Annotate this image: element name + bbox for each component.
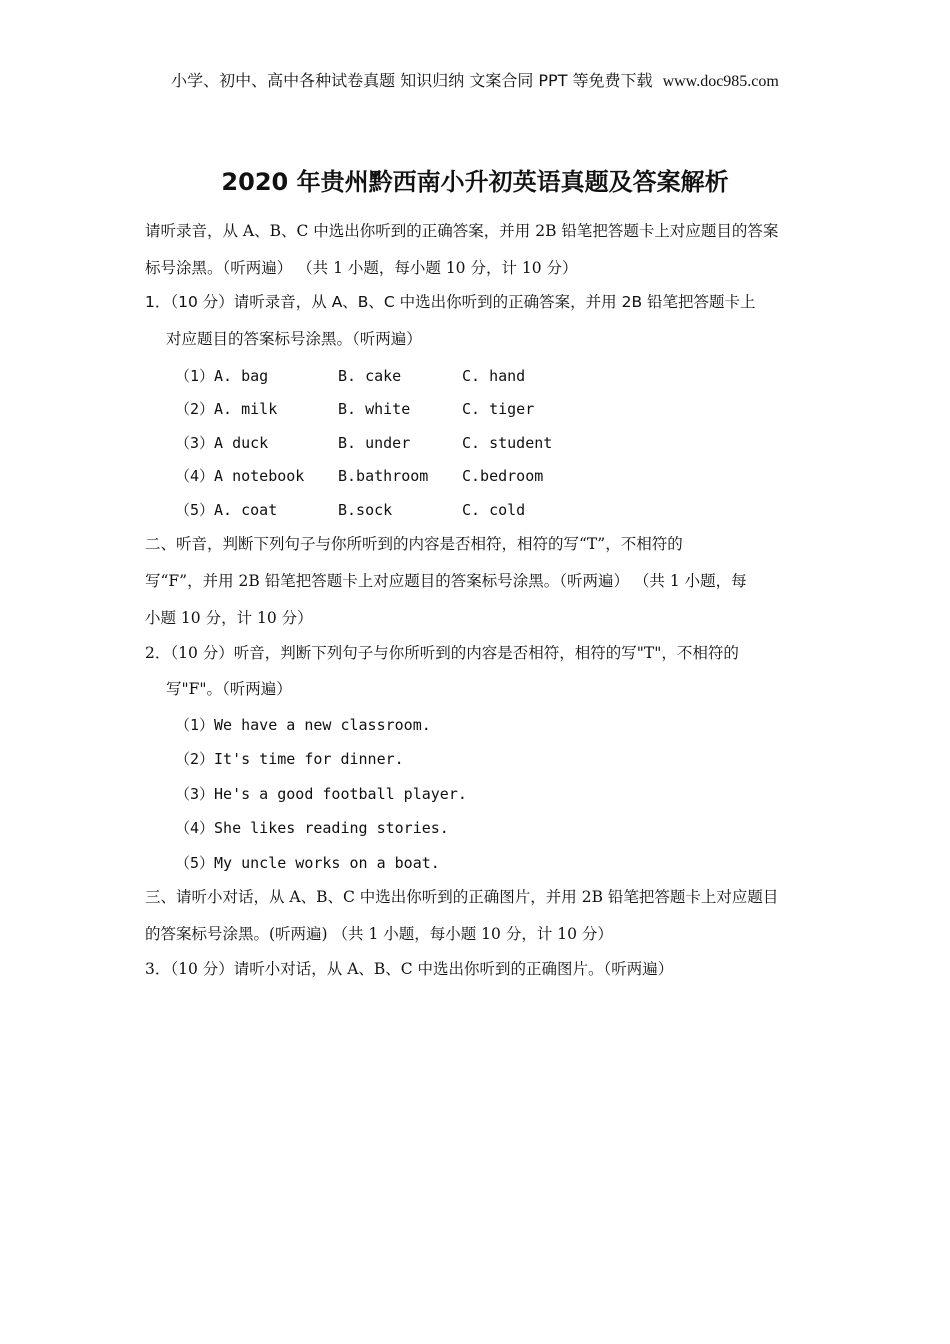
option-a: （2）A. milk xyxy=(175,400,278,418)
question2-line1: 2．（10 分）听音，判断下列句子与你所听到的内容是否相符，相符的写"T"，不相符的 xyxy=(145,644,739,662)
sentence-2: （2）It's time for dinner. xyxy=(175,750,404,768)
section2-instruction-line2: 写“F”，并用 2B 铅笔把答题卡上对应题目的答案标号涂黑。（听两遍） （共 1 小题，每 xyxy=(145,572,747,590)
option-a: （3）A duck xyxy=(175,434,269,452)
option-c: C. tiger xyxy=(462,400,535,418)
option-b: B. under xyxy=(338,434,411,452)
option-c: C. cold xyxy=(462,501,526,519)
option-a: （1）A. bag xyxy=(175,367,269,385)
question1-line2: 对应题目的答案标号涂黑。（听两遍） xyxy=(166,330,422,348)
sentence-4: （4）She likes reading stories. xyxy=(175,819,449,837)
question2-line2: 写"F"。（听两遍） xyxy=(166,680,292,698)
sentence-1: （1）We have a new classroom. xyxy=(175,716,431,734)
question3-line: 3．（10 分）请听小对话，从 A、B、C 中选出你听到的正确图片。（听两遍） xyxy=(145,960,674,978)
option-c: C.bedroom xyxy=(462,467,544,485)
option-a: （4）A notebook xyxy=(175,467,305,485)
section3-instruction-line1: 三、请听小对话，从 A、B、C 中选出你听到的正确图片，并用 2B 铅笔把答题卡上对应题目 xyxy=(145,888,779,906)
sentence-5: （5）My uncle works on a boat. xyxy=(175,854,440,872)
section2-instruction-line3: 小题 10 分，计 10 分） xyxy=(145,609,313,627)
sentence-3: （3）He's a good football player. xyxy=(175,785,467,803)
header-site: www.doc985.com xyxy=(662,73,779,90)
document-title: 2020 年贵州黔西南小升初英语真题及答案解析 xyxy=(221,168,729,196)
option-c: C. student xyxy=(462,434,553,452)
option-b: B. cake xyxy=(338,367,402,385)
header-banner xyxy=(0,68,950,91)
option-c: C. hand xyxy=(462,367,526,385)
option-b: B.bathroom xyxy=(338,467,429,485)
option-a: （5）A. coat xyxy=(175,501,278,519)
option-b: B. white xyxy=(338,400,411,418)
section2-instruction-line1: 二、听音，判断下列句子与你所听到的内容是否相符，相符的写“T”，不相符的 xyxy=(145,535,683,553)
section1-instruction-line2: 标号涂黑。（听两遍） （共 1 小题，每小题 10 分，计 10 分） xyxy=(145,259,578,277)
question1-line1: 1．（10 分）请听录音，从 A、B、C 中选出你听到的正确答案，并用 2B 铅笔把答题卡上 xyxy=(145,293,756,311)
section1-instruction-line1: 请听录音，从 A、B、C 中选出你听到的正确答案，并用 2B 铅笔把答题卡上对应题目的答案 xyxy=(145,222,779,240)
section3-instruction-line2: 的答案标号涂黑。(听两遍) （共 1 小题，每小题 10 分，计 10 分） xyxy=(145,925,613,943)
option-b: B.sock xyxy=(338,501,393,519)
header-banner-text: 小学、初中、高中各种试卷真题 知识归纳 文案合同 PPT 等免费下载 xyxy=(171,71,653,90)
